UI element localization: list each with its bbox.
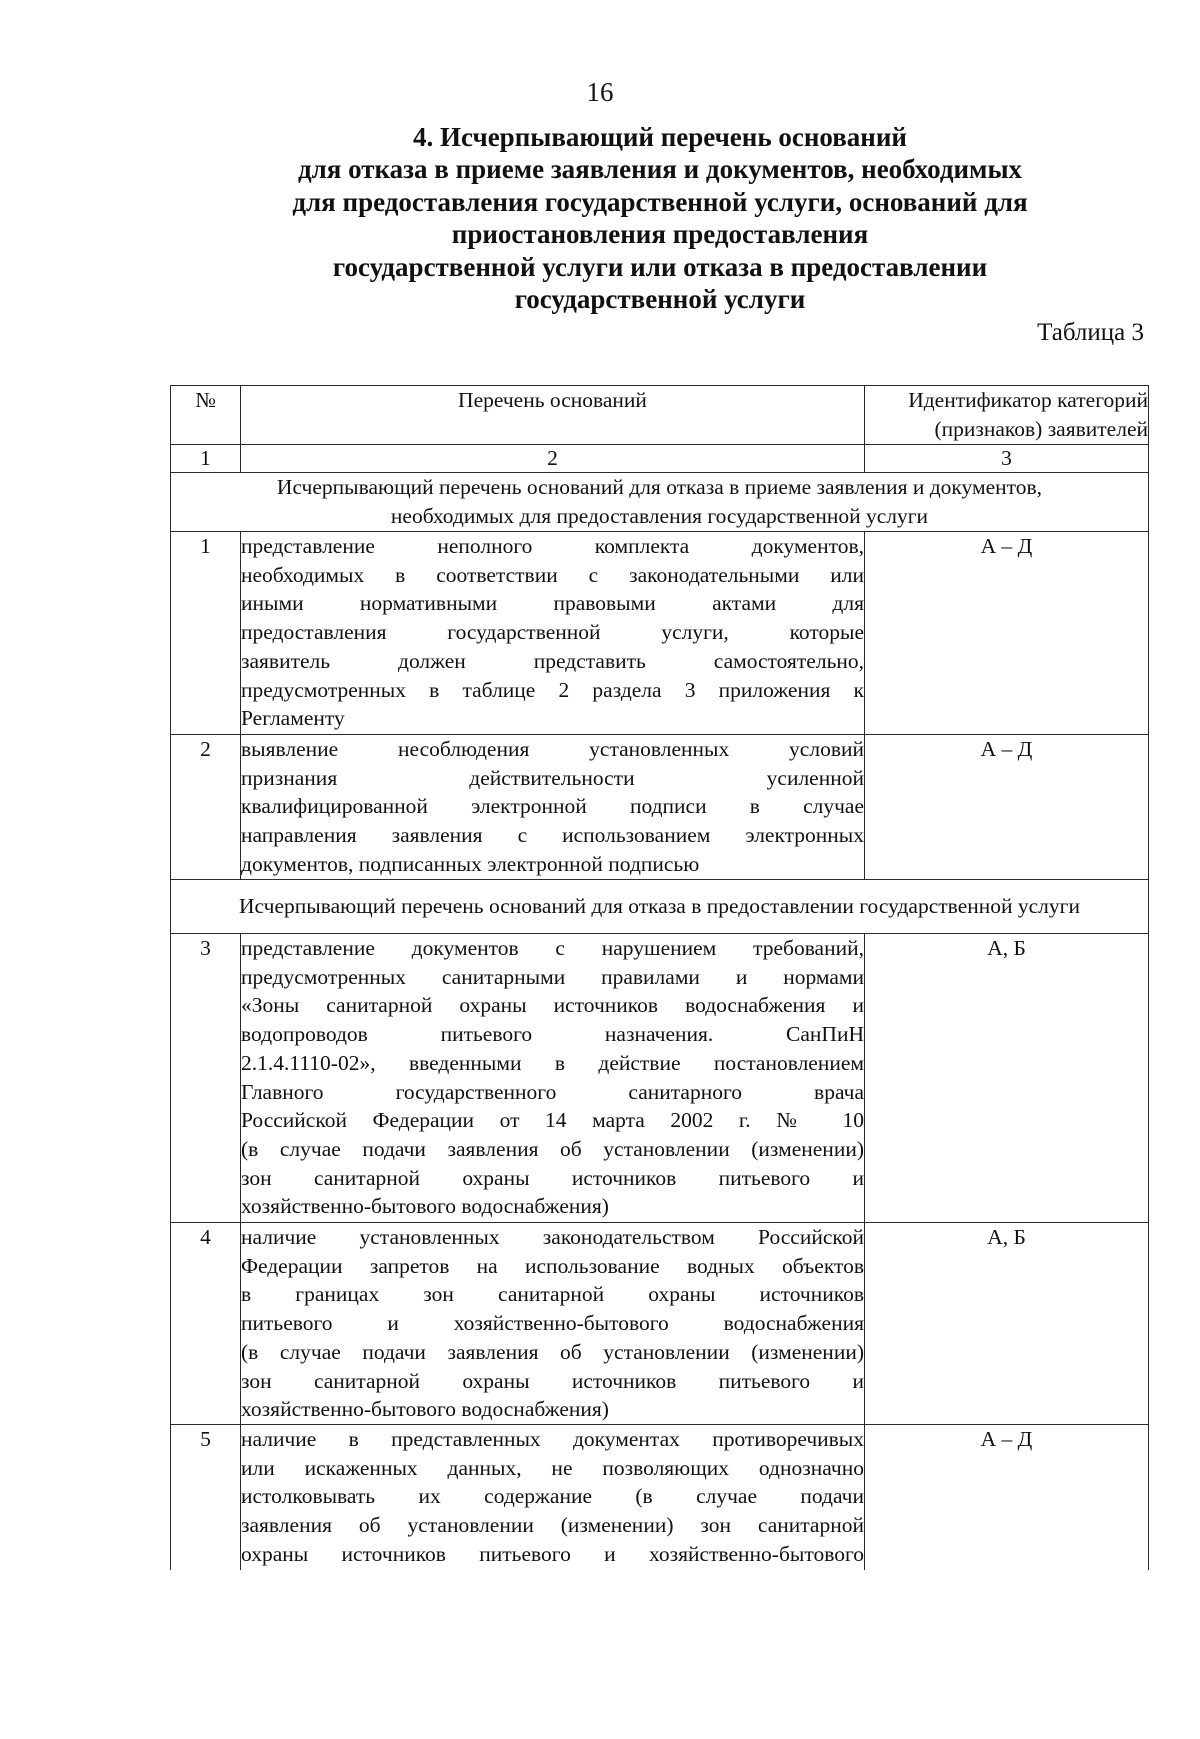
row-ground [241,532,865,735]
section-row-refusal-service [171,880,1149,934]
row-identifier: А – Д [865,532,1149,735]
heading-line: государственной услуги или отказа в предоставлении [332,251,988,282]
row-ground [241,1223,865,1425]
ground-line: выявление несоблюдения установленных условий [241,737,864,761]
ground-line: представление документов с нарушением требований, [241,936,864,960]
row-identifier: А – Д [865,1425,1149,1571]
section-title [171,473,1149,532]
row-identifier: А – Д [865,735,1149,880]
heading-line: для предоставления государственной услуги, оснований для [292,186,1028,217]
heading-line: для отказа в приеме заявления и документов, необходимых [297,154,1023,185]
row-number: 5 [171,1425,241,1571]
table-row [171,934,1149,1223]
section-title: Исчерпывающий перечень оснований для отказа в предоставлении государственной услуги [171,880,1149,934]
table-header-row [171,386,1149,445]
heading-line: государственной услуги [514,284,806,315]
table-caption: Таблица 3 [1037,319,1144,346]
ground-line: направления заявления с использованием электронных [241,823,864,848]
ground-line: истолковывать их содержание (в случае подачи [241,1484,864,1509]
ground-line: документов, подписанных электронной подписью [241,851,700,876]
row-number: 3 [171,934,241,1223]
table-row [171,735,1149,880]
ground-line: зон санитарной охраны источников питьевого и [241,1165,864,1190]
ground-line: Главного государственного санитарного врача [241,1079,864,1104]
ground-line: необходимых в соответствии с законодательными или [241,562,864,587]
row-number: 2 [171,735,241,880]
row-number: 4 [171,1223,241,1425]
section-title-line: необходимых для предоставления государственной услуги [390,503,929,528]
ground-line: 2.1.4.1110-02», введенными в действие постановлением [241,1050,864,1075]
heading-line: 4. Исчерпывающий перечень оснований [413,122,907,152]
ground-line: наличие в представленных документах противоречивых [241,1427,864,1451]
ground-line: (в случае подачи заявления об установлении (изменении) [241,1339,864,1364]
page-number: 16 [586,77,614,107]
ground-line: питьевого и хозяйственно-бытового водоснабжения [241,1311,864,1336]
ground-line: Российской Федерации от 14 марта 2002 г. № 10 [241,1108,864,1133]
header-identifier [865,386,1149,445]
section-heading [160,121,1160,315]
header-number: № [171,386,241,445]
ground-line: иными нормативными правовыми актами для [241,591,864,616]
row-number: 1 [171,532,241,735]
table-row [171,1425,1149,1571]
ground-line: «Зоны санитарной охраны источников водоснабжения и [241,993,864,1018]
header-identifier-line: (признаков) заявителей [934,416,1148,441]
table-row [171,1223,1149,1425]
table-row [171,532,1149,735]
ground-line: зон санитарной охраны источников питьевого и [241,1368,864,1393]
ground-line: Регламенту [241,706,345,731]
section-row-refusal-acceptance [171,473,1149,532]
ground-line: Федерации запретов на использование водных объектов [241,1253,864,1278]
header-grounds: Перечень оснований [241,386,865,445]
ground-line: в границах зон санитарной охраны источников [241,1282,864,1307]
ground-line: представление неполного комплекта документов, [241,534,864,558]
section-title-line: Исчерпывающий перечень оснований для отказа в приеме заявления и документов, [276,475,1043,499]
ground-line: предусмотренных санитарными правилами и нормами [241,964,864,989]
ground-line: или искаженных данных, не позволяющих однозначно [241,1455,864,1480]
ground-line: заявитель должен представить самостоятельно, [241,648,864,673]
grounds-table [170,385,1149,1570]
ground-line: предусмотренных в таблице 2 раздела 3 приложения к [241,677,864,702]
ground-line: заявления об установлении (изменении) зон санитарной [241,1513,864,1538]
row-identifier: А, Б [865,934,1149,1223]
column-number-row [171,445,1149,473]
ground-line: (в случае подачи заявления об установлении (изменении) [241,1136,864,1161]
row-ground [241,1425,865,1571]
ground-line: наличие установленных законодательством Российской [241,1225,864,1249]
ground-line: хозяйственно-бытового водоснабжения) [241,1397,609,1422]
column-number: 2 [241,445,865,473]
ground-line: признания действительности усиленной [241,765,864,790]
column-number: 3 [865,445,1149,473]
row-ground [241,735,865,880]
column-number: 1 [171,445,241,473]
header-identifier-line: Идентификатор категорий [908,388,1148,412]
ground-line: охраны источников питьевого и хозяйственно-бытового [241,1541,864,1566]
ground-line: водопроводов питьевого назначения. СанПиН [241,1022,864,1047]
row-ground [241,934,865,1223]
ground-line: квалифицированной электронной подписи в случае [241,794,864,819]
ground-line: хозяйственно-бытового водоснабжения) [241,1194,609,1219]
row-identifier: А, Б [865,1223,1149,1425]
ground-line: предоставления государственной услуги, которые [241,620,864,645]
heading-line: приостановления предоставления [451,219,869,250]
